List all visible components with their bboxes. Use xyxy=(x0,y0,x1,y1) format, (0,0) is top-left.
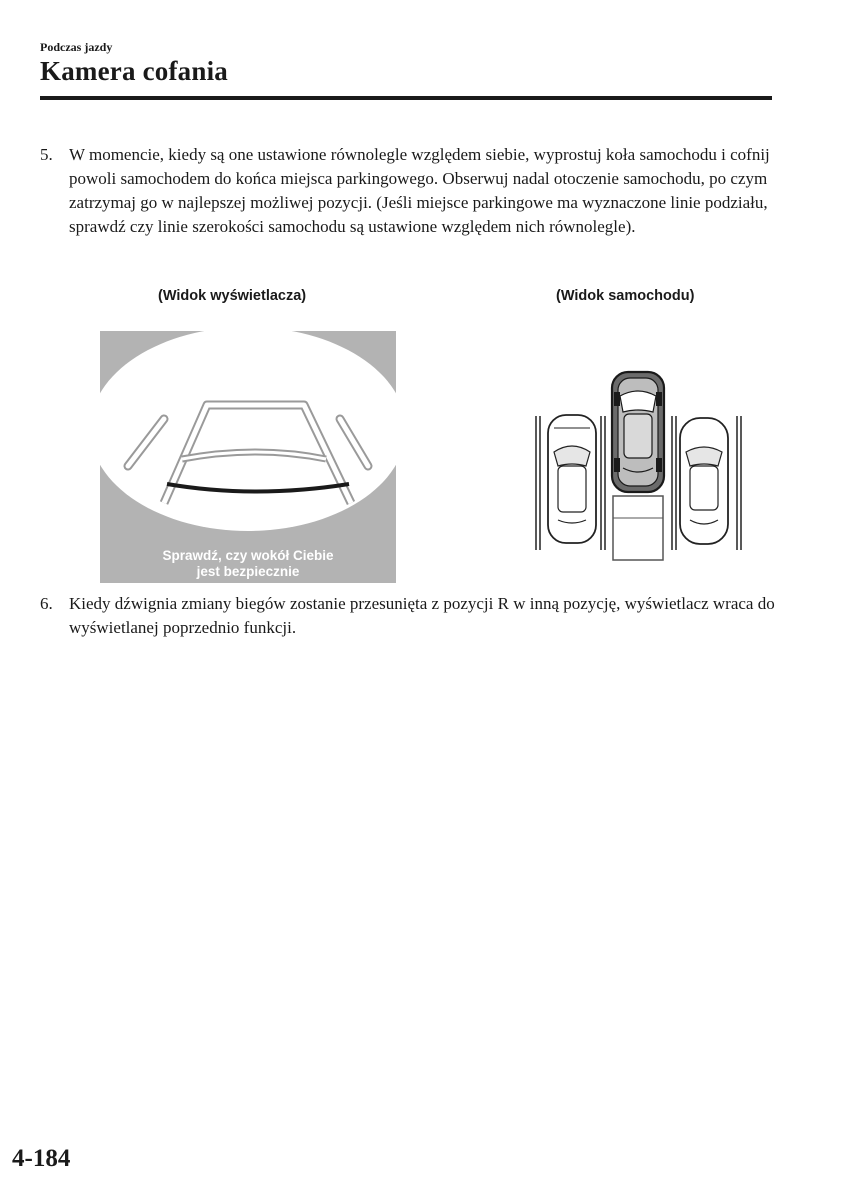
parked-car-right xyxy=(680,418,728,544)
camera-display-illustration xyxy=(100,331,396,583)
step-text: W momencie, kiedy są one ustawione równolegle względem siebie, wyprostuj koła samochodu i cofnij powoli samochodem do końca miejsca parkingowego. Obserwuj nadal otoczenie samochodu, po czym zatrzymaj go w najlepszej możliwej pozycji. (Jeśli miejsce parkingowe ma wyznaczone linie podziału, sprawdź czy linie szerokości samochodu są ustawione względem nich równolegle). xyxy=(69,145,770,236)
step-number: 6. xyxy=(40,594,53,613)
safety-warning-text: Sprawdź, czy wokół Ciebie jest bezpiecznie xyxy=(162,548,334,579)
page-title: Kamera cofania xyxy=(40,56,229,86)
instruction-step-5 xyxy=(40,143,780,239)
step-number: 5. xyxy=(40,145,53,164)
vehicle-view-caption: (Widok samochodu) xyxy=(556,288,695,304)
section-label: Podczas jazdy xyxy=(40,40,113,54)
parked-car-left xyxy=(548,415,596,543)
title-divider xyxy=(40,96,772,100)
step-text: Kiedy dźwignia zmiany biegów zostanie przesunięta z pozycji R w inną pozycję, wyświetlacz wraca do wyświetlanej poprzednio funkcji. xyxy=(69,594,775,637)
page-number: 4-184 xyxy=(12,1145,71,1172)
instruction-step-6 xyxy=(40,592,780,640)
vehicle-top-view-illustration xyxy=(528,370,748,562)
reversing-car xyxy=(612,372,664,492)
display-view-caption: (Widok wyświetlacza) xyxy=(158,288,307,304)
